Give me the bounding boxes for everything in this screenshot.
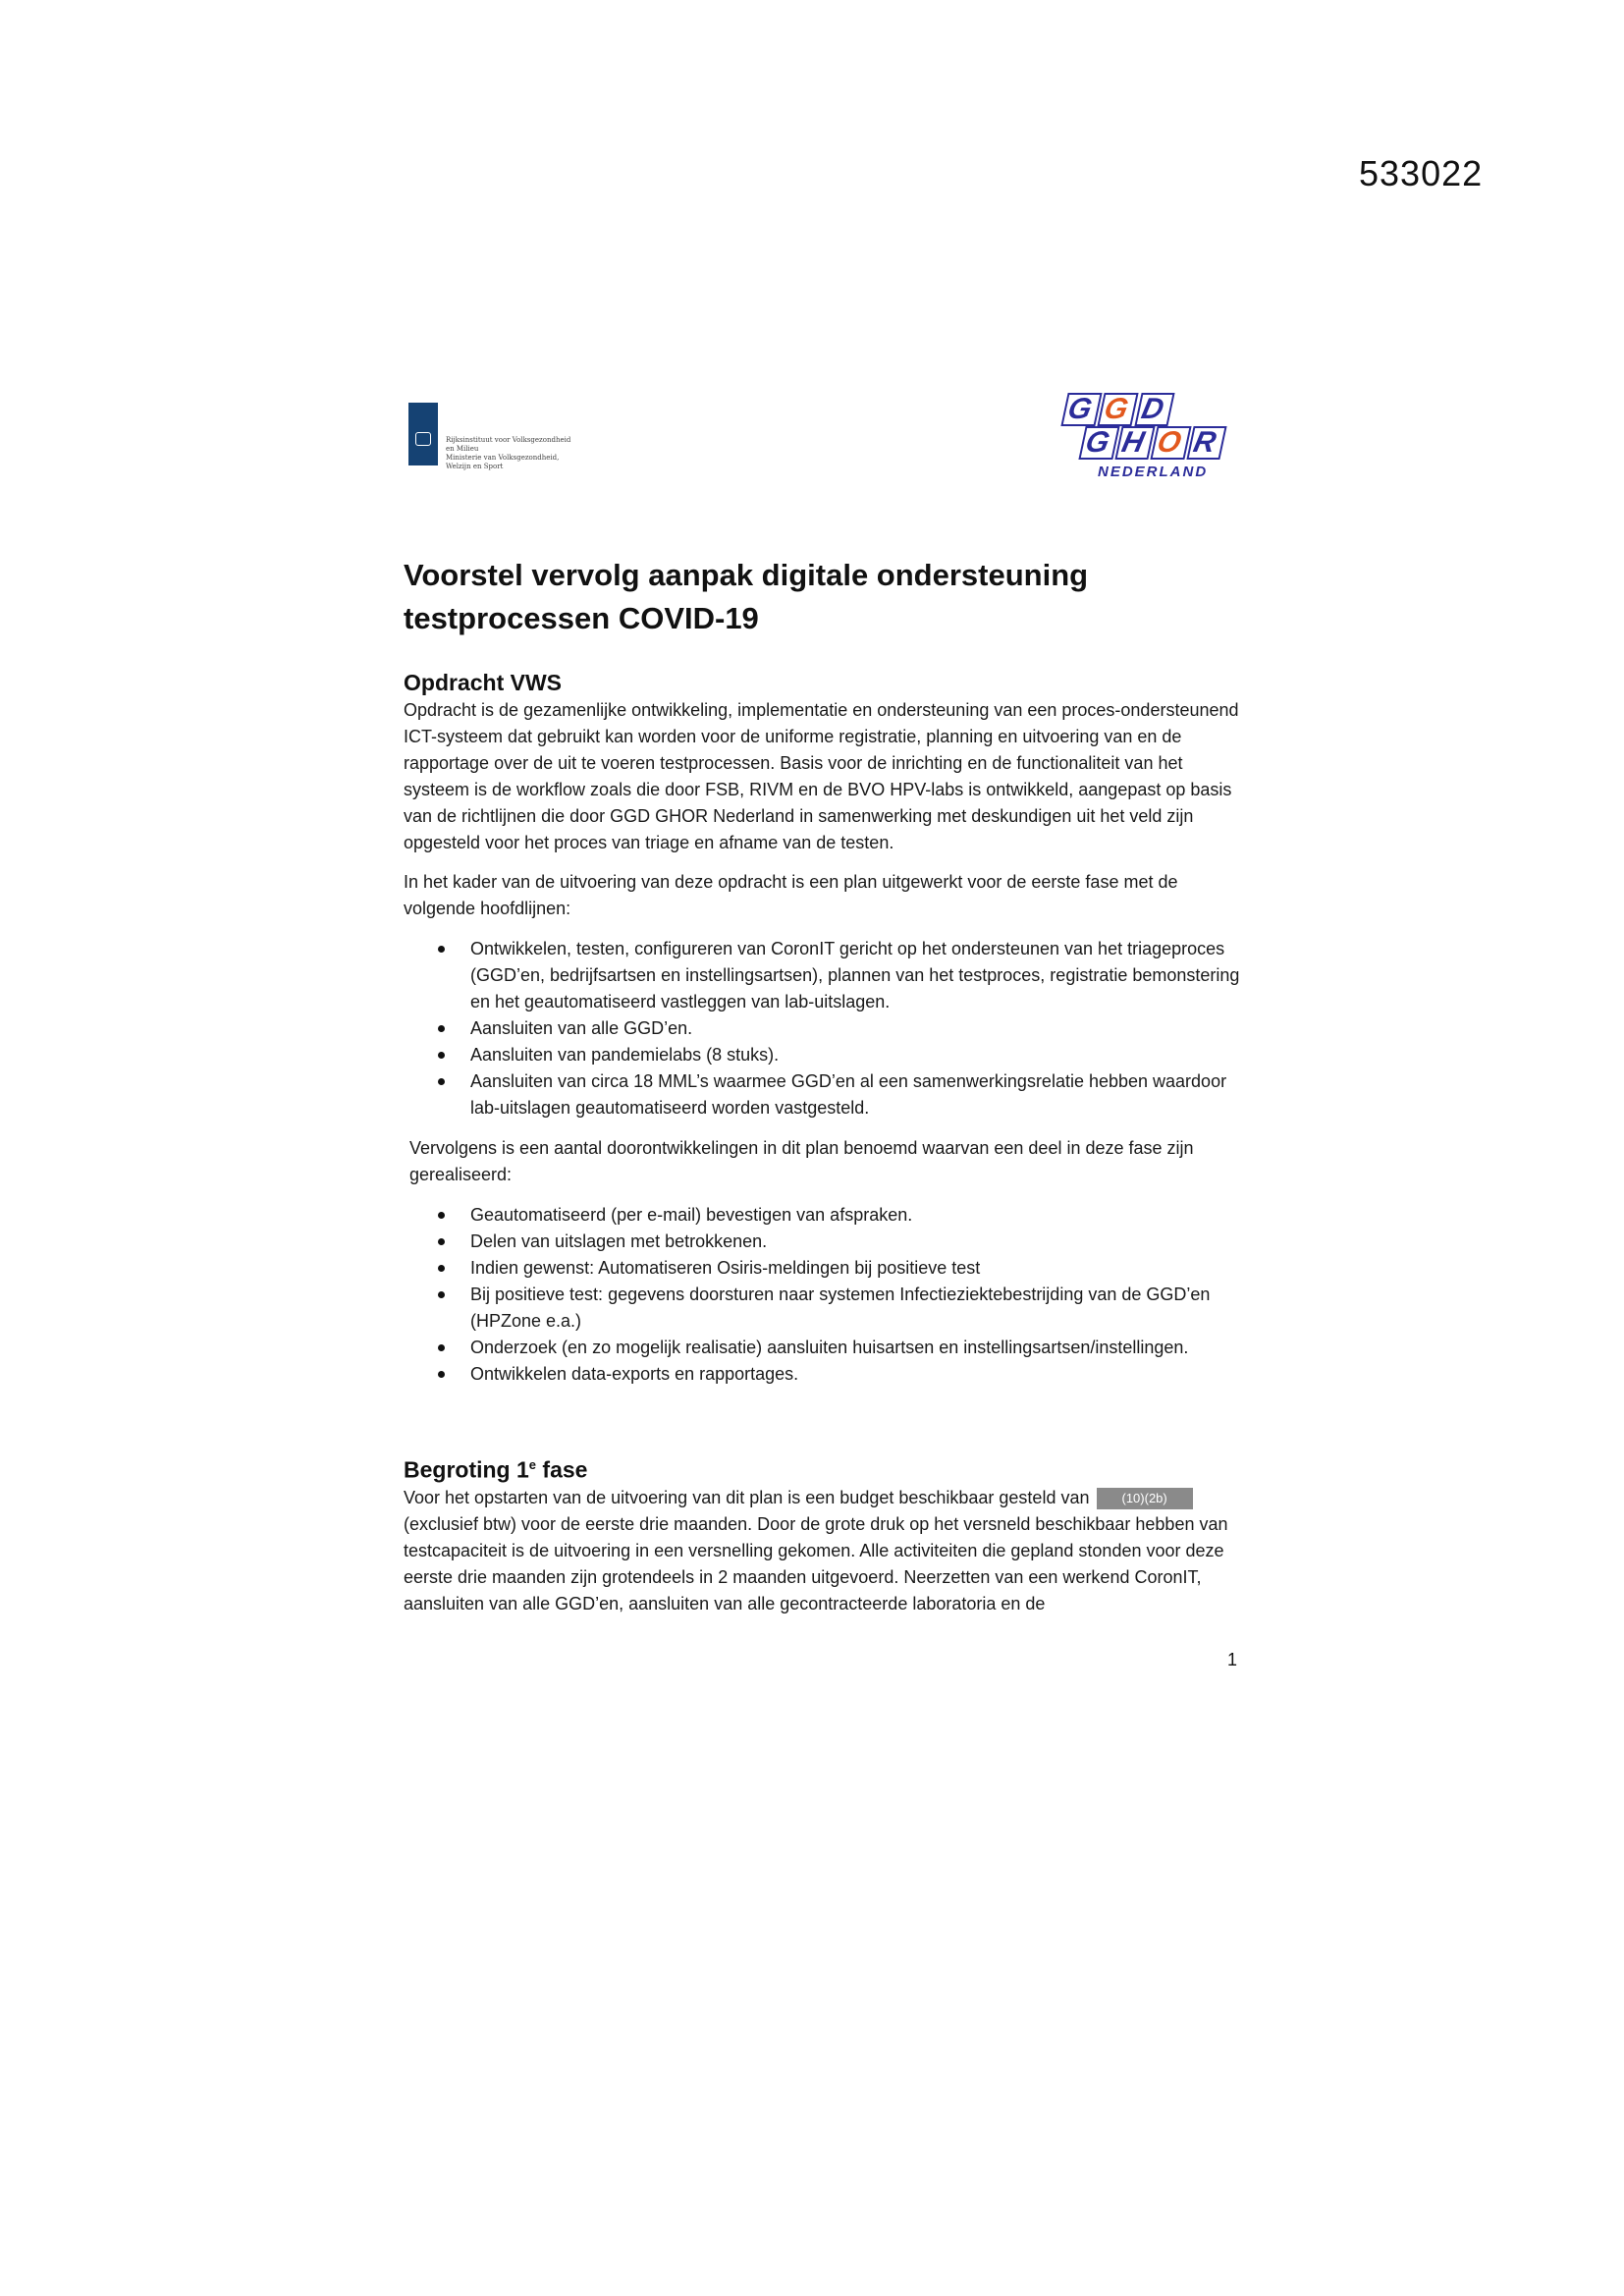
ghor-letter: H — [1115, 426, 1156, 460]
paragraph-text: Voor het opstarten van de uitvoering van dit plan is een budget beschikbaar gesteld van — [404, 1487, 1090, 1507]
rijksoverheid-logo-text — [446, 436, 570, 471]
list-item: Onderzoek (en zo mogelijk realisatie) aansluiten huisartsen en instellingsartsen/instellingen. — [404, 1335, 1240, 1361]
list-item: Indien gewenst: Automatiseren Osiris-meldingen bij positieve test — [404, 1255, 1240, 1282]
rijk-line: en Milieu — [446, 445, 479, 453]
ghor-letter: O — [1150, 426, 1192, 460]
paragraph-text: (exclusief btw) voor de eerste drie maanden. Door de grote druk op het versneld beschikbaar hebben van testcapaciteit is de uitvoering in een versnelling gekomen. Alle activiteiten die gepland stonden voor deze eerste drie maanden zijn grotendeels in 2 maanden uitgevoerd. Neerzetten van een werkend CoronIT, aansluiten van alle GGD’en, aansluiten van alle gecontracteerde laboratoria en de — [404, 1513, 1228, 1613]
rijk-line: Welzijn en Sport — [446, 463, 504, 470]
paragraph: In het kader van de uitvoering van deze opdracht is een plan uitgewerkt voor de eerste fase met de volgende hoofdlijnen: — [404, 872, 1178, 918]
document-title: Voorstel vervolg aanpak digitale ondersteuning testprocessen COVID-19 — [404, 558, 1089, 635]
bullet-list-hoofdlijnen — [404, 936, 1240, 1121]
list-item: Delen van uitslagen met betrokkenen. — [404, 1229, 1240, 1255]
paragraph — [404, 1485, 1240, 1617]
paragraph: Vervolgens is een aantal doorontwikkelingen in dit plan benoemd waarvan een deel in deze fase zijn gerealiseerd: — [409, 1138, 1194, 1184]
list-item: Geautomatiseerd (per e-mail) bevestigen van afspraken. — [404, 1202, 1240, 1229]
list-item: Aansluiten van circa 18 MML’s waarmee GGD’en al een samenwerkingsrelatie hebben waardoor lab-uitslagen geautomatiseerd worden vastgesteld. — [404, 1068, 1240, 1121]
list-item: Aansluiten van alle GGD’en. — [404, 1015, 1240, 1042]
document-body — [404, 554, 1240, 1630]
list-item: Aansluiten van pandemielabs (8 stuks). — [404, 1042, 1240, 1068]
redaction-box: (10)(2b) — [1097, 1488, 1193, 1509]
rijksoverheid-emblem-bar — [408, 403, 438, 465]
paragraph: Opdracht is de gezamenlijke ontwikkeling, implementatie en ondersteuning van een proces-ondersteunend ICT-systeem dat gebruikt kan worden voor de uniforme registratie, planning en uitvoering van en de rapportage over de uit te voeren testprocessen. Basis voor de inrichting en de functionaliteit van het systeem is de workflow zoals die door FSB, RIVM en de BVO HPV-labs is ontwikkeld, aangepast op basis van de richtlijnen die door GGD GHOR Nederland in samenwerking met deskundigen uit het veld zijn opgesteld voor het proces van triage en afname van de testen. — [404, 700, 1239, 852]
rijk-line: Rijksinstituut voor Volksgezondheid — [446, 436, 571, 444]
crown-emblem-icon — [415, 432, 431, 446]
ggd-letter: D — [1134, 393, 1174, 426]
rijk-line: Ministerie van Volksgezondheid, — [446, 454, 560, 462]
ghor-letter: R — [1187, 426, 1227, 460]
list-item: Ontwikkelen data-exports en rapportages. — [404, 1361, 1240, 1388]
document-number: 533022 — [1359, 153, 1484, 193]
heading-text: Begroting 1 — [404, 1456, 529, 1483]
heading-superscript: e — [528, 1457, 537, 1472]
ggd-logo-subtitle: NEDERLAND — [1098, 464, 1209, 480]
heading-suffix: fase — [536, 1456, 588, 1483]
ggd-logo-row-1 — [1064, 393, 1172, 426]
ghor-letter: G — [1078, 426, 1120, 460]
page-number: 1 — [1227, 1650, 1238, 1669]
ggd-ghor-logo — [1058, 393, 1225, 483]
list-item: Ontwikkelen, testen, configureren van CoronIT gericht op het ondersteunen van het triageproces (GGD’en, bedrijfsartsen en instellingsartsen), plannen van het testproces, registratie bemonstering en het geautomatiseerd vastleggen van lab-uitslagen. — [404, 936, 1240, 1015]
list-item: Bij positieve test: gegevens doorsturen naar systemen Infectieziektebestrijding van de GGD’en (HPZone e.a.) — [404, 1282, 1240, 1335]
rijksoverheid-logo — [408, 403, 605, 470]
section-heading-opdracht: Opdracht VWS — [404, 670, 563, 695]
ggd-letter: G — [1098, 393, 1140, 426]
section-heading-begroting — [404, 1450, 1240, 1485]
bullet-list-doorontwikkelingen — [404, 1202, 1240, 1388]
ggd-logo-row-2 — [1082, 426, 1225, 460]
ggd-letter: G — [1060, 393, 1103, 426]
